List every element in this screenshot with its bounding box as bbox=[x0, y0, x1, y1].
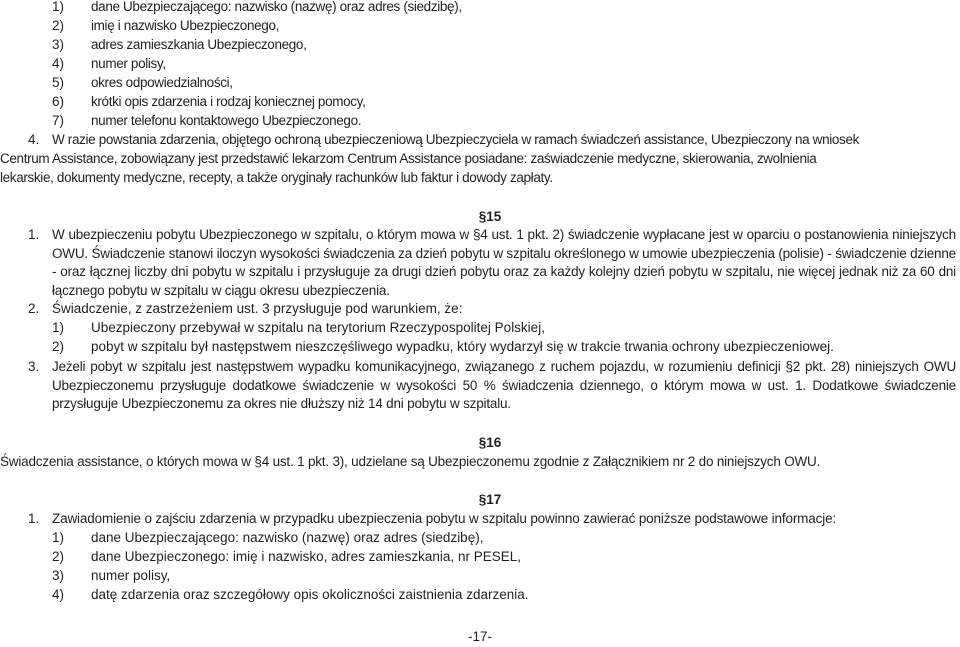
list-number: 3) bbox=[52, 568, 65, 583]
paragraph-number: 2. bbox=[28, 301, 40, 316]
list-item: imię i nazwisko Ubezpieczonego, bbox=[91, 18, 279, 33]
section-15-paragraph-3: Jeżeli pobyt w szpitalu jest następstwem wypadku komunikacyjnego, związanego z ruchem pojazdu, w rozumieniu definicji §2 pkt. 28) niniejszych OWU Ubezpieczonemu przysługuje dodatkowe świadczenie w wysokości 50 % świadczenia dziennego, o którym mowa w ust. 1. Dodatkowe świadczenie przysługuje Ubezpieczonemu za okres nie dłuższy niż 14 dni pobytu w szpitalu. bbox=[52, 359, 956, 412]
list-number: 1) bbox=[52, 0, 65, 14]
section-heading-16: §16 bbox=[478, 435, 502, 450]
list-item: dane Ubezpieczającego: nazwisko (nazwę) oraz adres (siedzibę), bbox=[91, 0, 462, 14]
section-17-paragraph-1: Zawiadomienie o zajściu zdarzenia w przypadku ubezpieczenia pobytu w szpitalu powinno zawierać poniższe podstawowe informacje: bbox=[52, 511, 837, 526]
list-item: dane Ubezpieczonego: imię i nazwisko, adres zamieszkania, nr PESEL, bbox=[91, 549, 521, 564]
list-item: krótki opis zdarzenia i rodzaj koniecznej pomocy, bbox=[91, 94, 366, 109]
list-item: adres zamieszkania Ubezpieczonego, bbox=[91, 37, 307, 52]
list-item: dane Ubezpieczającego: nazwisko (nazwę) oraz adres (siedzibę), bbox=[91, 530, 484, 545]
list-number: 4) bbox=[52, 56, 65, 71]
list-number: 6) bbox=[52, 94, 65, 109]
list-item: numer polisy, bbox=[91, 568, 171, 583]
section-heading-15: §15 bbox=[478, 209, 502, 224]
section-15-paragraph-2: Świadczenie, z zastrzeżeniem ust. 3 przysługuje pod warunkiem, że: bbox=[52, 301, 463, 316]
list-number: 5) bbox=[52, 75, 65, 90]
list-item: numer telefonu kontaktowego Ubezpieczonego. bbox=[91, 113, 362, 128]
list-number: 3) bbox=[52, 37, 65, 52]
section-heading-17: §17 bbox=[478, 492, 502, 507]
item-4-line: W razie powstania zdarzenia, objętego ochroną ubezpieczeniową Ubezpieczyciela w ramach świadczeń assistance, Ubezpieczony na wniosek bbox=[52, 132, 860, 147]
paragraph-number: 1. bbox=[28, 227, 40, 242]
page-number: -17- bbox=[467, 629, 492, 644]
paragraph-number: 1. bbox=[28, 511, 40, 526]
item-number: 4. bbox=[28, 132, 40, 147]
list-item: pobyt w szpitalu był następstwem nieszczęśliwego wypadku, który wydarzył się w trakcie trwania ochrony ubezpieczeniowej. bbox=[91, 339, 834, 354]
item-4-line: Centrum Assistance, zobowiązany jest przedstawić lekarzom Centrum Assistance posiadane: zaświadczenie medyczne, skierowania, zwolnienia bbox=[0, 151, 817, 166]
list-item: datę zdarzenia oraz szczegółowy opis okoliczności zaistnienia zdarzenia. bbox=[91, 587, 529, 602]
list-number: 1) bbox=[52, 320, 65, 335]
list-number: 2) bbox=[52, 18, 65, 33]
list-number: 2) bbox=[52, 339, 65, 354]
section-15-paragraph-1: W ubezpieczeniu pobytu Ubezpieczonego w szpitalu, o którym mowa w §4 ust. 1 pkt. 2) świadczenie wypłacane jest w oparciu o postanowienia niniejszych OWU. Świadczenie stanowi iloczyn wysokości świadczenia za dzień pobytu w szpitalu określonego w umowie ubezpieczenia (polisie) - świadczenie dzienne - oraz łącznej liczby dni pobytu w szpitalu i przysługuje za drugi dzień pobytu oraz za każdy kolejny dzień pobytu w szpitalu, nie więcej jednak niż za 60 dni łącznego pobytu w szpitalu w ciągu okresu ubezpieczenia. bbox=[52, 227, 956, 298]
item-4-line: lekarskie, dokumenty medyczne, recepty, a także oryginały rachunków lub faktur i dowody zapłaty. bbox=[0, 170, 553, 185]
list-item: numer polisy, bbox=[91, 56, 166, 71]
list-item: okres odpowiedzialności, bbox=[91, 75, 233, 90]
list-number: 2) bbox=[52, 549, 65, 564]
list-item: Ubezpieczony przebywał w szpitalu na terytorium Rzeczypospolitej Polskiej, bbox=[91, 320, 545, 335]
section-16-text: Świadczenia assistance, o których mowa w §4 ust. 1 pkt. 3), udzielane są Ubezpieczonemu zgodnie z Załącznikiem nr 2 do niniejszych OWU. bbox=[0, 454, 821, 469]
list-number: 7) bbox=[52, 113, 65, 128]
list-number: 1) bbox=[52, 530, 65, 545]
paragraph-number: 3. bbox=[28, 359, 40, 374]
list-number: 4) bbox=[52, 587, 65, 602]
